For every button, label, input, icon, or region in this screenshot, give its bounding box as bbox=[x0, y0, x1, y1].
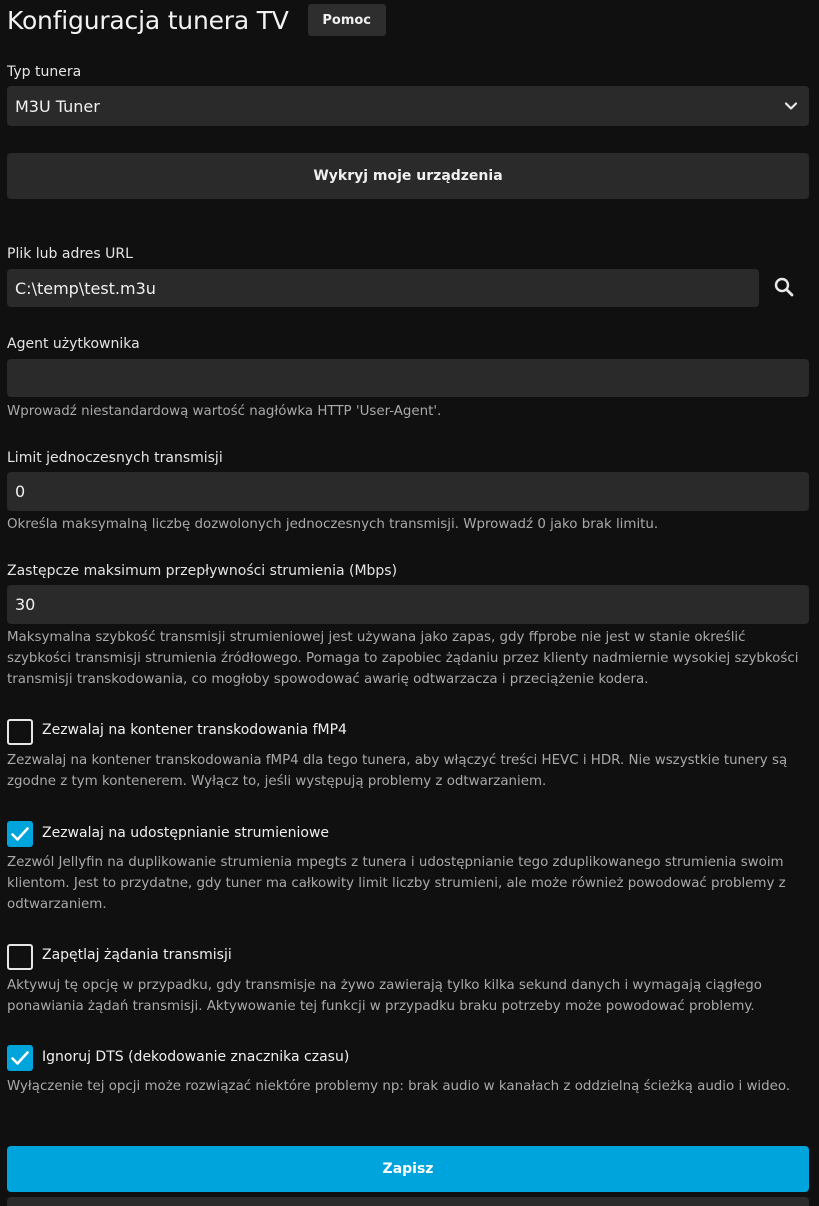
loop-requests-help: Aktywuj tę opcję w przypadku, gdy transmisje na żywo zawierają tylko kilka sekund danych i wymagają ciągłego ponawiania żądań transmisji. Aktywowanie tej funkcji w przypadku braku potrzeby może powodować problemy. bbox=[7, 978, 762, 1014]
fallback-bitrate-value: 30 bbox=[15, 595, 36, 614]
checkmark-icon bbox=[7, 1045, 33, 1071]
stream-sharing-checkbox[interactable] bbox=[7, 821, 33, 847]
fallback-bitrate-help: Maksymalna szybkość transmisji strumieniowej jest używana jako zapas, gdy ffprobe nie jest w stanie określić szybkości transmisji strumienia źródłowego. Pomaga to zapobiec żądaniu przez klienty nadmiernie wysokiej szybkości transmisji transkodowania, co mogłoby spowodować awarię odtwarzacza i przeciążenie kodera. bbox=[7, 630, 799, 687]
fmp4-help: Zezwalaj na kontener transkodowania fMP4 dla tego tunera, aby włączyć treści HEVC i HDR. Nie wszystkie tunery są zgodne z tym kontenerem. Wyłącz to, jeśli występują problemy z odtwarzaniem. bbox=[7, 753, 788, 789]
fmp4-checkbox[interactable] bbox=[7, 719, 33, 745]
loop-requests-checkbox[interactable] bbox=[7, 944, 33, 970]
user-agent-label: Agent użytkownika bbox=[7, 336, 140, 352]
cancel-button[interactable] bbox=[7, 1197, 809, 1206]
stream-limit-input[interactable] bbox=[7, 472, 809, 511]
tuner-type-value: M3U Tuner bbox=[15, 96, 100, 116]
stream-limit-value: 0 bbox=[15, 482, 26, 501]
fallback-bitrate-label: Zastępcze maksimum przepływności strumienia (Mbps) bbox=[7, 563, 398, 579]
ignore-dts-checkbox[interactable] bbox=[7, 1045, 33, 1071]
save-button[interactable]: Zapisz bbox=[7, 1146, 809, 1192]
user-agent-input[interactable] bbox=[7, 359, 809, 397]
stream-sharing-checkbox-label[interactable]: Zezwalaj na udostępnianie strumieniowe bbox=[42, 825, 330, 841]
user-agent-help: Wprowadź niestandardową wartość nagłówka HTTP 'User-Agent'. bbox=[7, 404, 442, 419]
checkmark-icon bbox=[7, 821, 33, 847]
chevron-down-icon bbox=[783, 98, 799, 114]
loop-requests-checkbox-label[interactable]: Zapętlaj żądania transmisji bbox=[42, 947, 232, 963]
fallback-bitrate-input[interactable] bbox=[7, 585, 809, 624]
ignore-dts-help: Wyłączenie tej opcji może rozwiązać niektóre problemy np: brak audio w kanałach z oddzielną ścieżką audio i wideo. bbox=[7, 1079, 791, 1094]
file-url-label: Plik lub adres URL bbox=[7, 246, 133, 262]
stream-limit-label: Limit jednoczesnych transmisji bbox=[7, 450, 223, 466]
page-header bbox=[7, 4, 386, 36]
file-url-input[interactable] bbox=[7, 269, 759, 307]
search-icon[interactable] bbox=[772, 275, 796, 299]
stream-sharing-help: Zezwól Jellyfin na duplikowanie strumienia mpegts z tunera i udostępnianie tego zduplikowanego strumienia swoim klientom. Jest to przydatne, gdy tuner ma całkowity limit liczby strumieni, ale może również powodować problemy z odtwarzaniem. bbox=[7, 855, 786, 912]
detect-devices-button[interactable]: Wykryj moje urządzenia bbox=[7, 153, 809, 199]
tuner-type-select[interactable] bbox=[7, 86, 809, 126]
stream-limit-help: Określa maksymalną liczbę dozwolonych jednoczesnych transmisji. Wprowadź 0 jako brak limitu. bbox=[7, 517, 659, 532]
ignore-dts-checkbox-label[interactable]: Ignoruj DTS (dekodowanie znacznika czasu) bbox=[42, 1049, 350, 1065]
fmp4-checkbox-label[interactable]: Zezwalaj na kontener transkodowania fMP4 bbox=[42, 722, 347, 738]
tuner-type-label: Typ tunera bbox=[7, 64, 82, 80]
file-url-value: C:\temp\test.m3u bbox=[15, 278, 156, 298]
page-title: Konfiguracja tunera TV bbox=[7, 5, 289, 35]
help-button[interactable]: Pomoc bbox=[308, 4, 386, 36]
